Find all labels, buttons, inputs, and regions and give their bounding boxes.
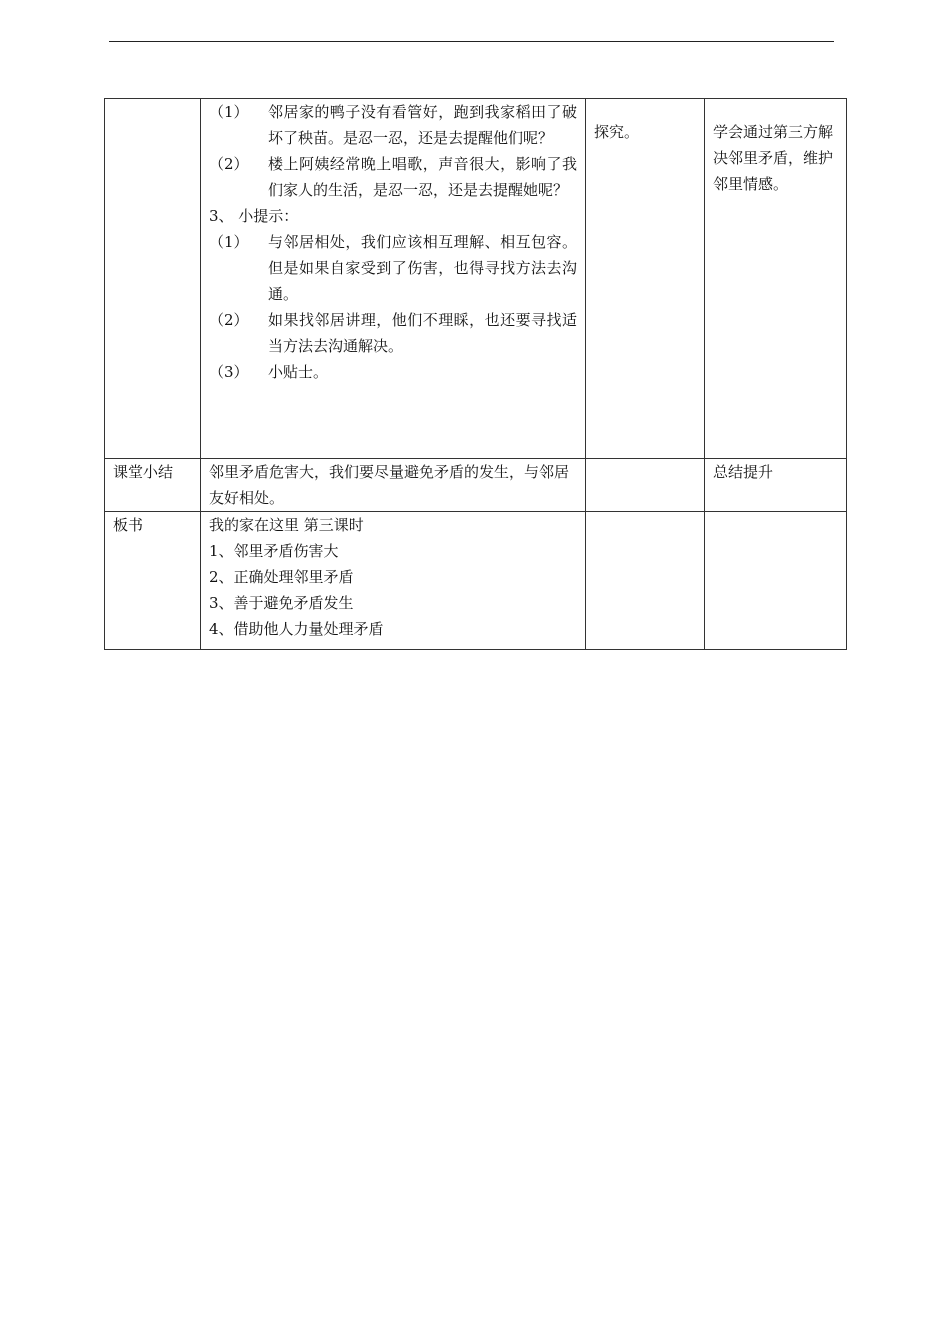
activity-cell	[586, 459, 705, 512]
row-label-cell	[105, 99, 201, 459]
board-line: 4、借助他人力量处理矛盾	[209, 620, 384, 638]
item-text: 如果找邻居讲理，他们不理睬，也还要寻找适当方法去沟通解决。	[268, 311, 577, 355]
content-cell: 邻里矛盾危害大，我们要尽量避免矛盾的发生，与邻居友好相处。	[201, 459, 586, 512]
row-label-cell: 课堂小结	[105, 459, 201, 512]
list-item	[209, 99, 577, 151]
list-item	[209, 229, 577, 307]
item-text: 邻居家的鸭子没有看管好，跑到我家稻田了破坏了秧苗。是忍一忍，还是去提醒他们呢？	[268, 103, 577, 147]
table-row	[105, 512, 847, 650]
list-item	[209, 359, 577, 385]
activity-cell	[586, 512, 705, 650]
item-number: （1）	[209, 103, 249, 121]
item-number: （2）	[209, 311, 249, 329]
table-row	[105, 459, 847, 512]
list-item	[209, 307, 577, 359]
lesson-plan-table	[104, 98, 847, 650]
intent-cell: 学会通过第三方解决邻里矛盾，维护邻里情感。	[705, 99, 847, 459]
board-line: 3、善于避免矛盾发生	[209, 594, 354, 612]
row-label-cell: 板书	[105, 512, 201, 650]
item-text: 与邻居相处，我们应该相互理解、相互包容。但是如果自家受到了伤害，也得寻找方法去沟通。	[268, 233, 577, 303]
intent-cell: 总结提升	[705, 459, 847, 512]
item-text: 小贴士。	[268, 363, 329, 381]
content-cell	[201, 99, 586, 459]
intent-cell	[705, 512, 847, 650]
board-line: 2、正确处理邻里矛盾	[209, 568, 354, 586]
header-rule	[109, 41, 834, 42]
activity-cell: 探究。	[586, 99, 705, 459]
list-item	[209, 151, 577, 203]
table-row	[105, 99, 847, 459]
board-line: 1、邻里矛盾伤害大	[209, 542, 339, 560]
item-number: （1）	[209, 233, 249, 251]
item-text: 楼上阿姨经常晚上唱歌，声音很大，影响了我们家人的生活，是忍一忍，还是去提醒她呢？	[268, 155, 577, 199]
item-number: （2）	[209, 155, 249, 173]
section-heading: 3、 小提示：	[209, 207, 299, 225]
content-cell	[201, 512, 586, 650]
board-title: 我的家在这里 第三课时	[209, 516, 364, 534]
item-number: （3）	[209, 363, 249, 381]
